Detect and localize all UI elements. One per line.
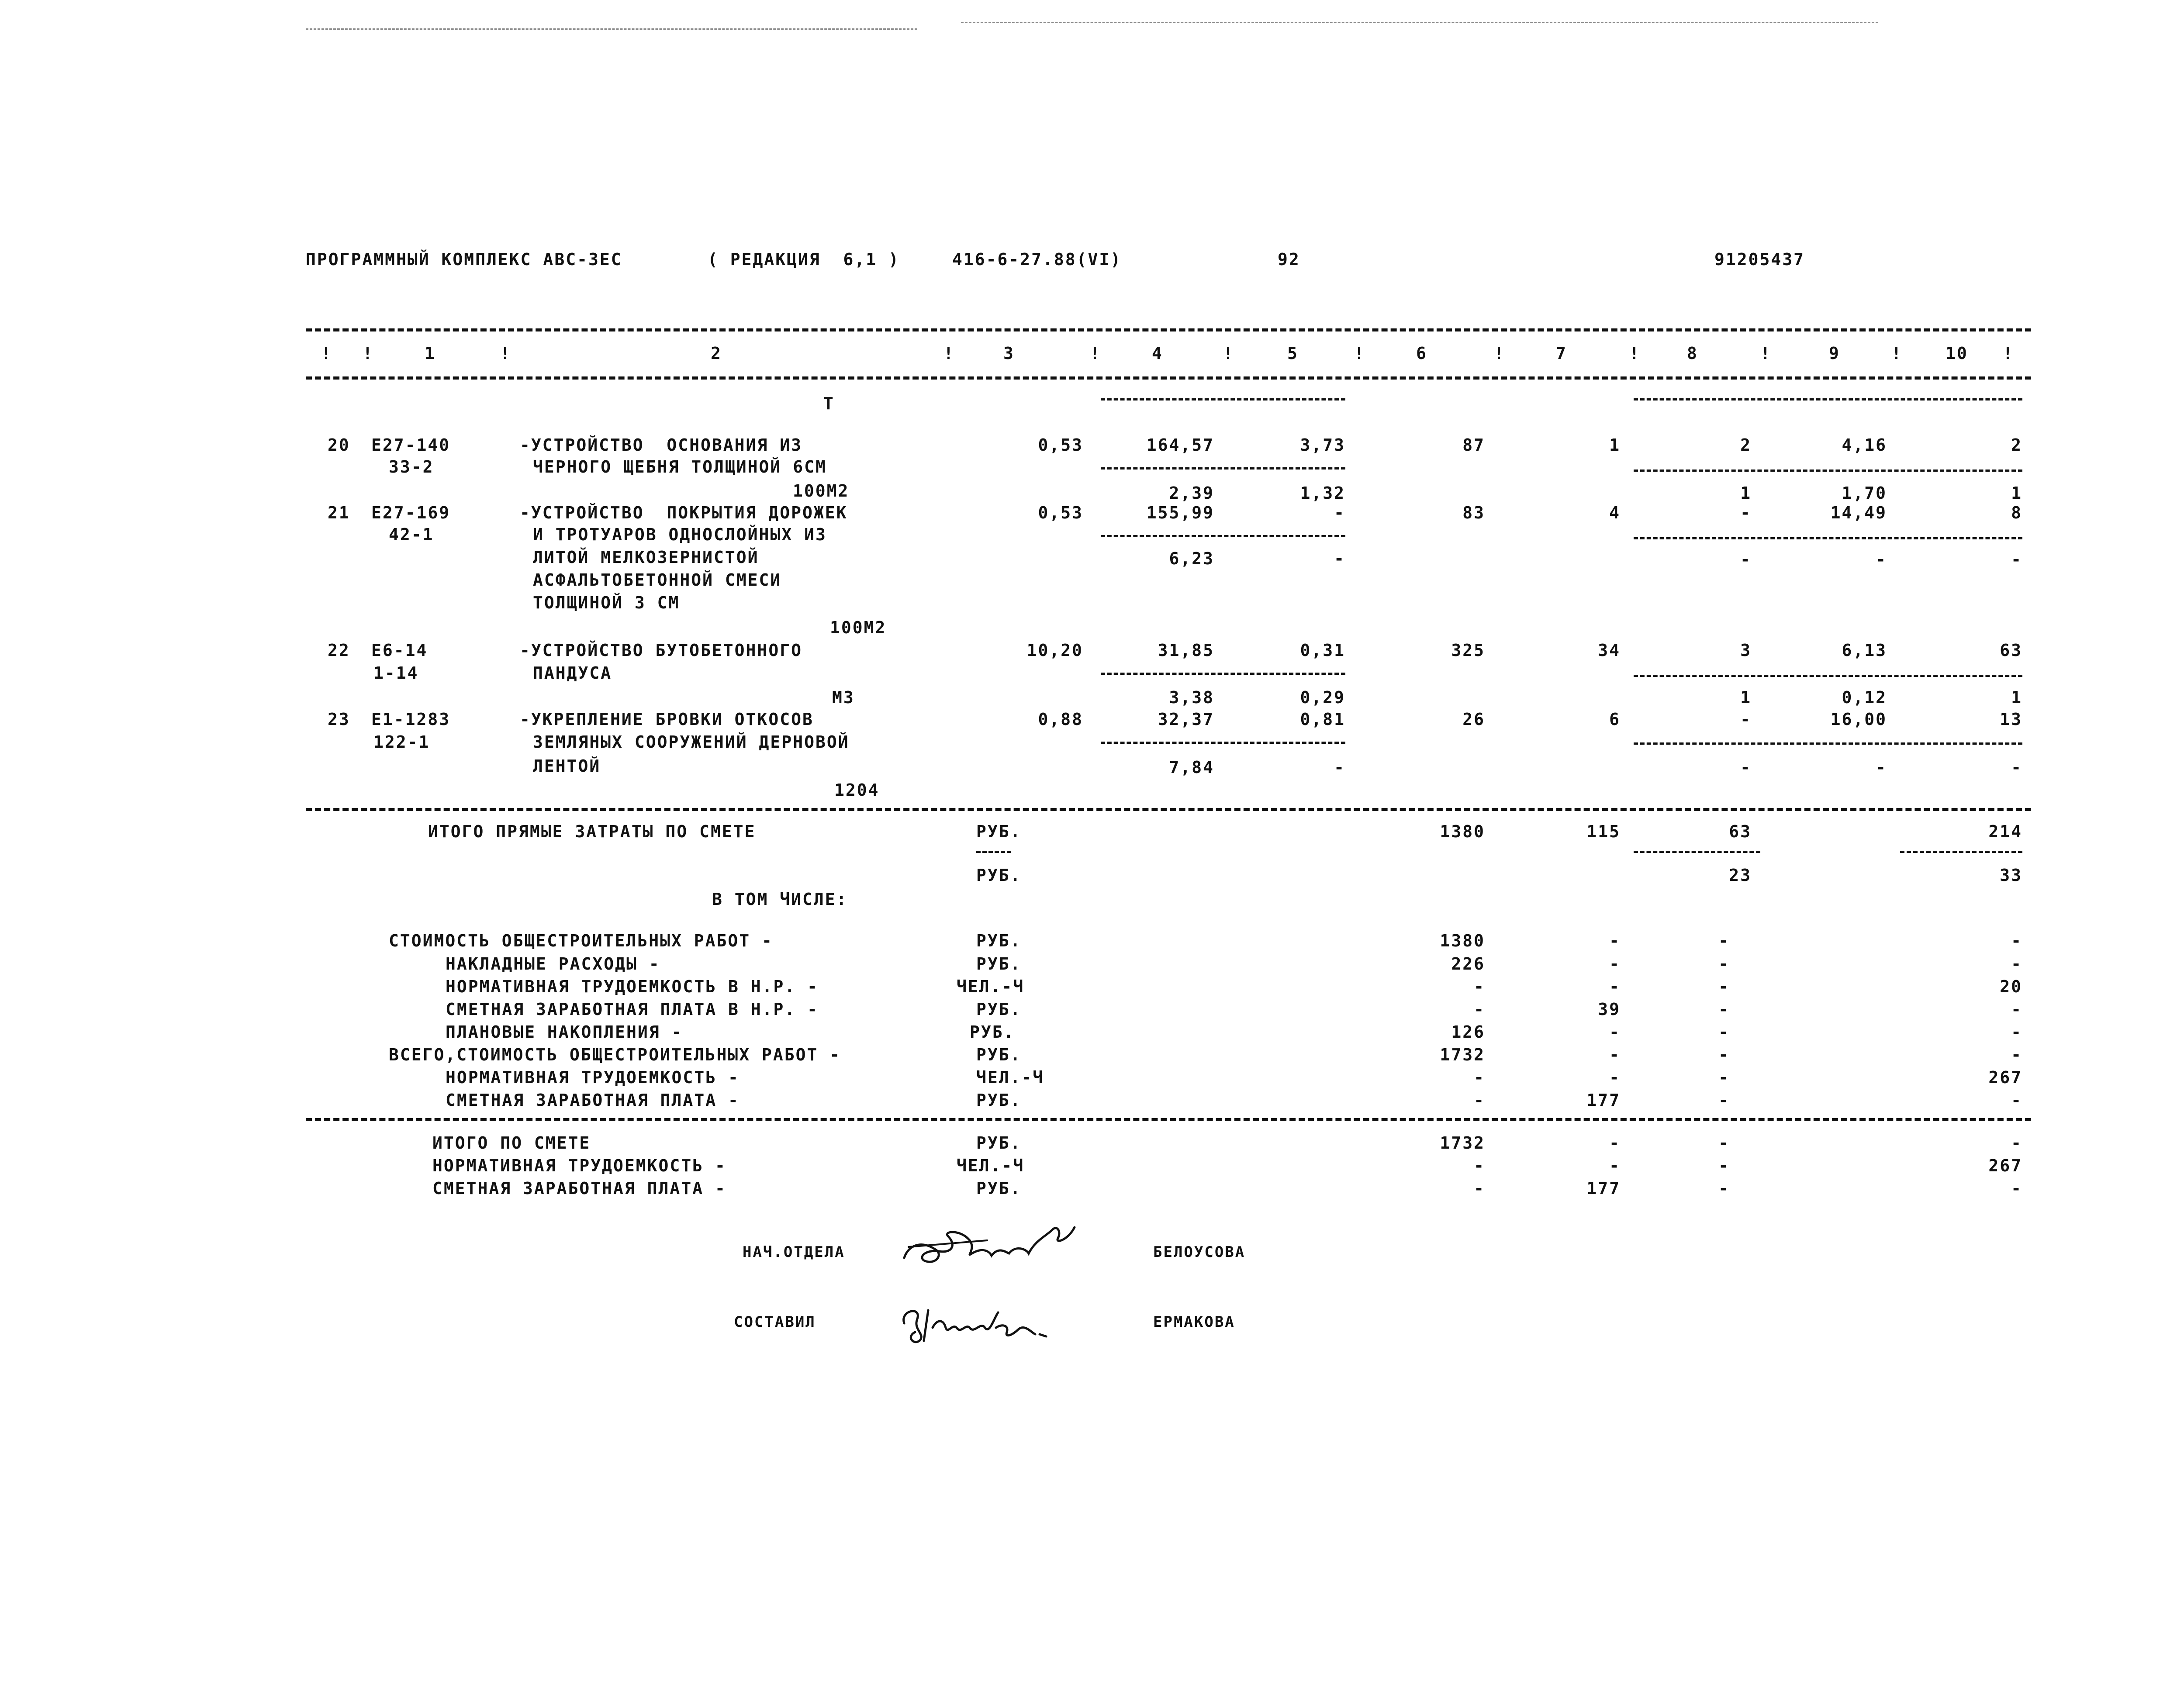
cell-c9: 3 — [1740, 641, 1752, 660]
breakdown-c9: - — [1718, 954, 1730, 974]
subrule — [1634, 742, 2022, 745]
breakdown-c8: - — [1609, 977, 1621, 996]
cell-c9b: - — [1740, 550, 1752, 569]
breakdown-unit: РУБ. — [976, 1045, 1022, 1064]
cell-c10b: 0,12 — [1842, 688, 1887, 707]
cell-c5b: 2,39 — [1169, 483, 1214, 503]
final-c9: - — [1718, 1179, 1730, 1198]
cell-c9b: - — [1740, 758, 1752, 777]
row-desc-line: -УСТРОЙСТВО БУТОБЕТОННОГО — [520, 641, 802, 660]
breakdown-label: НОРМАТИВНАЯ ТРУДОЕМКОСТЬ - — [446, 1068, 740, 1087]
col-sep: ! — [363, 344, 374, 363]
final-c9: - — [1718, 1133, 1730, 1153]
final-c8: - — [1609, 1133, 1621, 1153]
cell-c8: 34 — [1598, 641, 1621, 660]
row-number: 20 — [328, 435, 350, 455]
breakdown-c7: 126 — [1451, 1022, 1485, 1042]
subrule — [1634, 470, 2022, 472]
col-header-8: 8 — [1687, 344, 1698, 363]
including-label: В ТОМ ЧИСЛЕ: — [712, 890, 848, 909]
signature-author — [895, 1293, 1079, 1350]
final-c11: 267 — [1988, 1156, 2022, 1175]
breakdown-unit: РУБ. — [970, 1022, 1015, 1042]
breakdown-c7: - — [1474, 1068, 1485, 1087]
cell-c7: 26 — [1462, 710, 1485, 729]
cell-c6b: 1,32 — [1300, 483, 1345, 503]
breakdown-c9: - — [1718, 1068, 1730, 1087]
compiled-by-name: ЕРМАКОВА — [1153, 1313, 1235, 1331]
cell-c7: 325 — [1451, 641, 1485, 660]
row-unit: 100М2 — [830, 618, 887, 637]
breakdown-label: СТОИМОСТЬ ОБЩЕСТРОИТЕЛЬНЫХ РАБОТ - — [389, 931, 773, 950]
breakdown-label: НОРМАТИВНАЯ ТРУДОЕМКОСТЬ В Н.Р. - — [446, 977, 819, 996]
subrule — [1101, 742, 1345, 744]
col-sep: ! — [1891, 344, 1903, 363]
cell-c7: 83 — [1462, 503, 1485, 522]
col-sep: ! — [1223, 344, 1234, 363]
breakdown-c7: - — [1474, 1000, 1485, 1019]
subrule — [1634, 537, 2022, 539]
subrule — [1101, 467, 1345, 470]
cell-c10b: - — [1876, 550, 1887, 569]
col-header-7: 7 — [1556, 344, 1567, 363]
header-bottom-rule — [306, 376, 2031, 380]
breakdown-c9: - — [1718, 977, 1730, 996]
breakdown-c11: 20 — [2000, 977, 2022, 996]
row-desc-line: -УКРЕПЛЕНИЕ БРОВКИ ОТКОСОВ — [520, 710, 814, 729]
cell-c8: 4 — [1609, 503, 1621, 522]
cell-c10b: - — [1876, 758, 1887, 777]
breakdown-c8: - — [1609, 1022, 1621, 1042]
subrule — [1101, 673, 1345, 675]
totals-c9b: 23 — [1729, 866, 1752, 885]
subrule — [1101, 398, 1345, 400]
row-code-2: 122-1 — [373, 732, 430, 752]
breakdown-label: СМЕТНАЯ ЗАРАБОТНАЯ ПЛАТА В Н.Р. - — [446, 1000, 819, 1019]
breakdown-c8: 177 — [1586, 1091, 1621, 1110]
cell-c10b: 1,70 — [1842, 483, 1887, 503]
totals-rule — [306, 808, 2031, 811]
row-number: 22 — [328, 641, 350, 660]
breakdown-c8: - — [1609, 1045, 1621, 1064]
col-header-2: 2 — [711, 344, 722, 363]
totals-unit: РУБ. — [976, 822, 1022, 841]
compiled-by-label: СОСТАВИЛ — [734, 1313, 816, 1331]
cell-qty: 0,53 — [1038, 503, 1083, 522]
col-sep: ! — [1760, 344, 1772, 363]
breakdown-c8: - — [1609, 931, 1621, 950]
totals-c11: 214 — [1988, 822, 2022, 841]
cell-c11: 8 — [2011, 503, 2022, 522]
unit-marker: Т — [823, 394, 835, 413]
breakdown-unit: ЧЕЛ.-Ч — [976, 1068, 1044, 1087]
cell-c5: 155,99 — [1146, 503, 1214, 522]
row-unit: 100М2 — [793, 481, 850, 501]
cell-c6b: - — [1334, 549, 1345, 568]
cell-c5: 31,85 — [1158, 641, 1214, 660]
subrule — [1634, 398, 2022, 400]
totals-c11b: 33 — [2000, 866, 2022, 885]
breakdown-c7: 1732 — [1440, 1045, 1485, 1064]
cell-c11b: 1 — [2011, 688, 2022, 707]
breakdown-label: ВСЕГО,СТОИМОСТЬ ОБЩЕСТРОИТЕЛЬНЫХ РАБОТ - — [389, 1045, 841, 1064]
cell-c9: 2 — [1740, 435, 1752, 455]
scan-artifact-line — [961, 22, 1878, 23]
final-label: НОРМАТИВНАЯ ТРУДОЕМКОСТЬ - — [432, 1156, 726, 1175]
row-desc-line: ЛЕНТОЙ — [533, 756, 601, 776]
row-desc-line: ЧЕРНОГО ЩЕБНЯ ТОЛЩИНОЙ 6СМ — [533, 457, 827, 476]
breakdown-c9: - — [1718, 931, 1730, 950]
doc-code: 416-6-27.88(VI) — [952, 250, 1122, 269]
cell-c5b: 6,23 — [1169, 549, 1214, 568]
breakdown-c11: - — [2011, 1045, 2022, 1064]
row-desc-line: -УСТРОЙСТВО ПОКРЫТИЯ ДОРОЖЕК — [520, 503, 848, 522]
program-name: ПРОГРАММНЫЙ КОМПЛЕКС АВС-ЗЕС — [306, 250, 622, 269]
breakdown-unit: РУБ. — [976, 954, 1022, 974]
final-c7: - — [1474, 1179, 1485, 1198]
col-header-6: 6 — [1416, 344, 1427, 363]
row-desc-line: АСФАЛЬТОБЕТОННОЙ СМЕСИ — [533, 570, 782, 590]
scan-artifact-line — [306, 28, 917, 30]
breakdown-c9: - — [1718, 1045, 1730, 1064]
breakdown-c9: - — [1718, 1091, 1730, 1110]
final-c9: - — [1718, 1156, 1730, 1175]
final-c11: - — [2011, 1133, 2022, 1153]
table-top-rule — [306, 328, 2031, 331]
col-header-1: 1 — [425, 344, 436, 363]
breakdown-c11: - — [2011, 1000, 2022, 1019]
page-number: 92 — [1278, 250, 1300, 269]
breakdown-c11: - — [2011, 1022, 2022, 1042]
final-c8: 177 — [1586, 1179, 1621, 1198]
cell-c6b: 0,29 — [1300, 688, 1345, 707]
breakdown-c11: - — [2011, 931, 2022, 950]
cell-c9b: 1 — [1740, 688, 1752, 707]
totals-c7: 1380 — [1440, 822, 1485, 841]
cell-c11: 13 — [2000, 710, 2022, 729]
final-unit: РУБ. — [976, 1179, 1022, 1198]
col-sep: ! — [1354, 344, 1365, 363]
final-c7: - — [1474, 1156, 1485, 1175]
cell-c5b: 7,84 — [1169, 758, 1214, 777]
row-code-2: 1-14 — [373, 663, 419, 683]
col-header-9: 9 — [1829, 344, 1840, 363]
row-desc-line: ЗЕМЛЯНЫХ СООРУЖЕНИЙ ДЕРНОВОЙ — [533, 732, 850, 752]
final-label: СМЕТНАЯ ЗАРАБОТНАЯ ПЛАТА - — [432, 1179, 726, 1198]
cell-c5: 32,37 — [1158, 710, 1214, 729]
cell-c6: 0,81 — [1300, 710, 1345, 729]
col-header-3: 3 — [1003, 344, 1015, 363]
cell-c5b: 3,38 — [1169, 688, 1214, 707]
cell-qty: 0,53 — [1038, 435, 1083, 455]
subrule — [1101, 535, 1345, 537]
breakdown-c8: 39 — [1598, 1000, 1621, 1019]
row-code-2: 33-2 — [389, 457, 434, 476]
breakdown-c8: - — [1609, 954, 1621, 974]
cell-c11: 63 — [2000, 641, 2022, 660]
signature-head — [895, 1210, 1105, 1280]
breakdown-unit: РУБ. — [976, 931, 1022, 950]
row-code-2: 42-1 — [389, 525, 434, 544]
cell-c10: 16,00 — [1830, 710, 1887, 729]
col-sep: ! — [2003, 344, 2014, 363]
cell-c6: - — [1334, 503, 1345, 522]
col-sep: ! — [943, 344, 955, 363]
cell-c9: - — [1740, 503, 1752, 522]
breakdown-c9: - — [1718, 1000, 1730, 1019]
col-header-10: 10 — [1946, 344, 1968, 363]
row-code: Е27-140 — [371, 435, 451, 455]
row-code: Е6-14 — [371, 641, 428, 660]
subrule — [1634, 851, 1760, 853]
final-rule — [306, 1118, 2031, 1121]
breakdown-c7: - — [1474, 1091, 1485, 1110]
cell-c11b: - — [2011, 758, 2022, 777]
cell-c6b: - — [1334, 758, 1345, 777]
head-of-dept-label: НАЧ.ОТДЕЛА — [743, 1243, 845, 1261]
cell-c6: 3,73 — [1300, 435, 1345, 455]
col-sep: ! — [1629, 344, 1641, 363]
breakdown-c11: 267 — [1988, 1068, 2022, 1087]
cell-c7: 87 — [1462, 435, 1485, 455]
col-header-5: 5 — [1287, 344, 1299, 363]
breakdown-c9: - — [1718, 1022, 1730, 1042]
cell-c5: 164,57 — [1146, 435, 1214, 455]
final-c7: 1732 — [1440, 1133, 1485, 1153]
row-desc-line: ТОЛЩИНОЙ 3 СМ — [533, 593, 680, 612]
col-sep: ! — [1494, 344, 1505, 363]
totals-c8: 115 — [1586, 822, 1621, 841]
row-desc-line: ПАНДУСА — [533, 663, 612, 683]
cell-c6: 0,31 — [1300, 641, 1345, 660]
subrule — [1634, 675, 2022, 677]
final-label: ИТОГО ПО СМЕТЕ — [432, 1133, 591, 1153]
cell-c9b: 1 — [1740, 483, 1752, 503]
cell-qty: 0,88 — [1038, 710, 1083, 729]
final-c11: - — [2011, 1179, 2022, 1198]
col-sep: ! — [321, 344, 332, 363]
cell-c9: - — [1740, 710, 1752, 729]
col-sep: ! — [500, 344, 511, 363]
subrule — [976, 851, 1011, 853]
totals-unit-2: РУБ. — [976, 866, 1022, 885]
col-sep: ! — [1090, 344, 1101, 363]
row-code: Е1-1283 — [371, 710, 451, 729]
row-code: Е27-169 — [371, 503, 451, 522]
cell-c10: 4,16 — [1842, 435, 1887, 455]
cell-qty: 10,20 — [1026, 641, 1083, 660]
final-unit: ЧЕЛ.-Ч — [957, 1156, 1025, 1175]
cell-c11: 2 — [2011, 435, 2022, 455]
breakdown-unit: ЧЕЛ.-Ч — [957, 977, 1025, 996]
breakdown-c11: - — [2011, 954, 2022, 974]
breakdown-c7: - — [1474, 977, 1485, 996]
breakdown-label: ПЛАНОВЫЕ НАКОПЛЕНИЯ - — [446, 1022, 683, 1042]
totals-label: ИТОГО ПРЯМЫЕ ЗАТРАТЫ ПО СМЕТЕ — [428, 822, 756, 841]
final-c8: - — [1609, 1156, 1621, 1175]
head-of-dept-name: БЕЛОУСОВА — [1153, 1243, 1246, 1261]
row-number: 23 — [328, 710, 350, 729]
row-number: 21 — [328, 503, 350, 522]
breakdown-unit: РУБ. — [976, 1000, 1022, 1019]
breakdown-label: СМЕТНАЯ ЗАРАБОТНАЯ ПЛАТА - — [446, 1091, 740, 1110]
row-desc-line: ЛИТОЙ МЕЛКОЗЕРНИСТОЙ — [533, 548, 759, 567]
cell-c8: 1 — [1609, 435, 1621, 455]
breakdown-unit: РУБ. — [976, 1091, 1022, 1110]
final-unit: РУБ. — [976, 1133, 1022, 1153]
breakdown-c7: 226 — [1451, 954, 1485, 974]
totals-c9: 63 — [1729, 822, 1752, 841]
cell-c11b: - — [2011, 550, 2022, 569]
row-desc-line: И ТРОТУАРОВ ОДНОСЛОЙНЫХ ИЗ — [533, 525, 827, 544]
row-unit: М3 — [832, 688, 855, 707]
breakdown-c7: 1380 — [1440, 931, 1485, 950]
doc-number: 91205437 — [1714, 250, 1805, 269]
row-unit: 1204 — [834, 780, 880, 800]
breakdown-label: НАКЛАДНЫЕ РАСХОДЫ - — [446, 954, 660, 974]
cell-c11b: 1 — [2011, 483, 2022, 503]
edition: ( РЕДАКЦИЯ 6,1 ) — [708, 250, 900, 269]
breakdown-c11: - — [2011, 1091, 2022, 1110]
cell-c10: 6,13 — [1842, 641, 1887, 660]
breakdown-c8: - — [1609, 1068, 1621, 1087]
col-header-4: 4 — [1152, 344, 1163, 363]
subrule — [1900, 851, 2022, 853]
row-desc-line: -УСТРОЙСТВО ОСНОВАНИЯ ИЗ — [520, 435, 802, 455]
cell-c10: 14,49 — [1830, 503, 1887, 522]
cell-c8: 6 — [1609, 710, 1621, 729]
